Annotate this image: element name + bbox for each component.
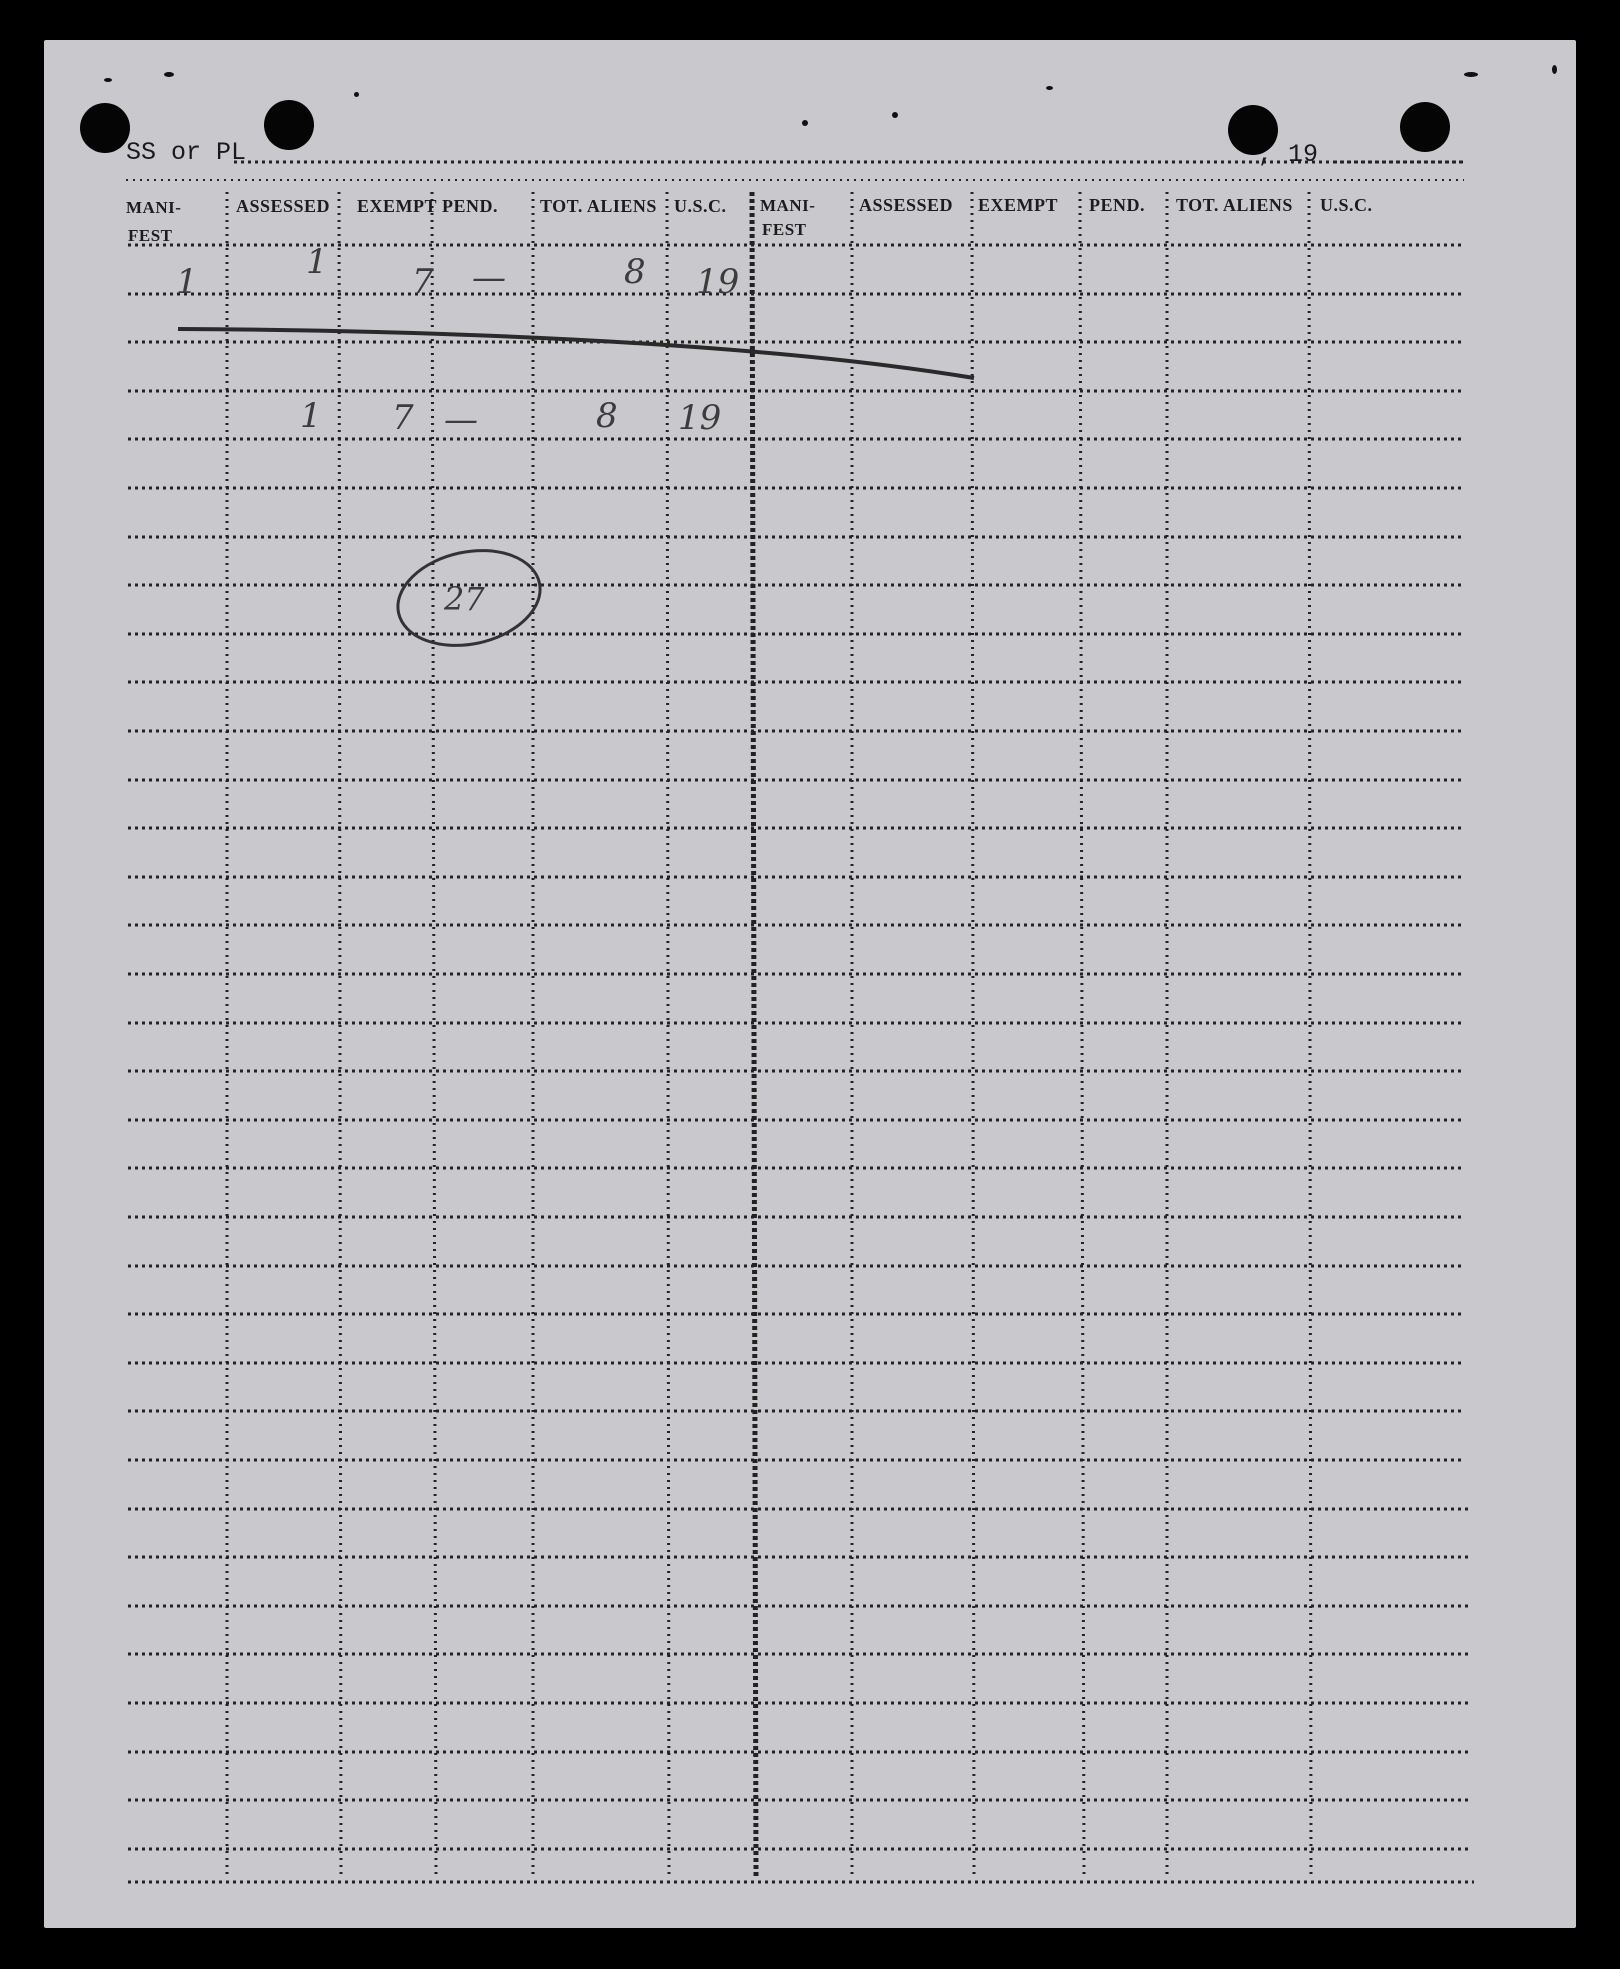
col-header-manifest-right: MANI- [760,196,816,215]
col-header-usc: U.S.C. [674,196,727,216]
circled-total: 27 [444,580,485,618]
column-divider [339,192,341,1876]
row2-tot-aliens: 8 [596,396,618,436]
col-header-assessed-right: ASSESSED [859,195,954,215]
row2-pend: — [444,400,478,440]
year-label: , 19 [1258,140,1319,169]
row2-assessed: 1 [300,396,322,436]
row1-manifest: 1 [176,262,198,302]
column-divider [972,192,974,1876]
column-divider [1309,192,1311,1876]
col-header-assessed: ASSESSED [236,196,331,216]
row2-usc: 19 [678,398,722,438]
document-sheet [44,40,1576,1928]
col-header-tot-aliens-right: TOT. ALIENS [1176,195,1293,215]
col-header-usc-right: U.S.C. [1320,195,1373,215]
column-divider [667,192,669,1876]
col-header-pend-right: PEND. [1089,195,1145,215]
row2-exempt: 7 [392,398,414,438]
column-divider [1080,192,1084,1876]
ship-label: SS or PL [126,138,247,167]
row1-usc: 19 [696,262,740,302]
col-header-pend: PEND. [442,196,498,216]
col-header-tot-aliens: TOT. ALIENS [540,196,657,216]
col-header-manifest-line2: FEST [128,226,173,245]
strike-through-stroke [178,329,974,378]
column-divider [432,192,436,1876]
form-grid [44,40,1576,1928]
row1-pend: — [472,258,506,298]
col-header-exempt: EXEMPT [357,196,438,216]
row1-tot-aliens: 8 [624,252,646,292]
row1-assessed: 1 [306,242,328,282]
center-column-divider [752,192,756,1876]
col-header-manifest-right-line2: FEST [762,220,807,239]
col-header-exempt-right: EXEMPT [978,195,1059,215]
row1-exempt: 7 [412,262,434,302]
col-header-manifest: MANI- [126,198,182,217]
